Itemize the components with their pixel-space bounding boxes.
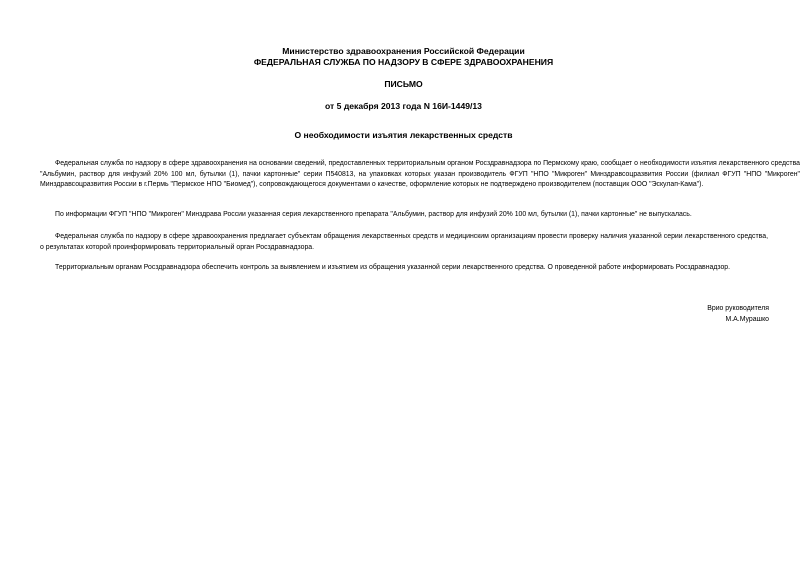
signatory-name: М.А.Мурашко [725, 316, 769, 323]
document-subject: О необходимости изъятия лекарственных средств [294, 130, 513, 140]
signatory-role: Врио руководителя [707, 305, 769, 312]
body-paragraph-2: По информации ФГУП "НПО "Микроген" Минздрава России указанная серия лекарственного препарата "Альбумин, раствор для инфузий 20% 100 мл, бутылки (1), пачки картонные" не выпускалась. [55, 211, 692, 218]
ministry-name: Министерство здравоохранения Российской Федерации [282, 46, 525, 56]
body-paragraph-3: Федеральная служба по надзору в сфере здравоохранения предлагает субъектам обращения лекарственных средств и медицинским организациям провести проверку наличия указанной серии лекарственного средства, о результатах которой проинформировать территориальный орган Росздравнадзора. [40, 233, 768, 251]
service-name: ФЕДЕРАЛЬНАЯ СЛУЖБА ПО НАДЗОРУ В СФЕРЕ ЗДРАВООХРАНЕНИЯ [253, 57, 554, 67]
body-paragraph-4: Территориальным органам Росздравнадзора обеспечить контроль за выявлением и изъятием из обращения указанной серии лекарственного средства. О проведенной работе информировать Росздравнадзор. [55, 264, 731, 271]
body-paragraph-1: Федеральная служба по надзору в сфере здравоохранения на основании сведений, предоставленных территориальным органом Росздравнадзора по Пермскому краю, сообщает о необходимости изъятия лекарственного средства "Альбумин, раствор для инфузий 20% 100 мл, бутылки (1), пачки картонные" серии П540813, на упаковках которых указан производитель ФГУП "НПО "Микроген" Минздравсоцразвития России (филиал ФГУП "НПО "Микроген" Минздравсоцразвития России в г.Пермь "Пермское НПО "Биомед"), сопровождающегося документами о качестве, оформление которых не подтверждено производителем (поставщик ООО "Эскулап-Кама"). [40, 160, 800, 188]
document-date-number: от 5 декабря 2013 года N 16И-1449/13 [325, 101, 482, 111]
document-type: ПИСЬМО [384, 79, 423, 89]
